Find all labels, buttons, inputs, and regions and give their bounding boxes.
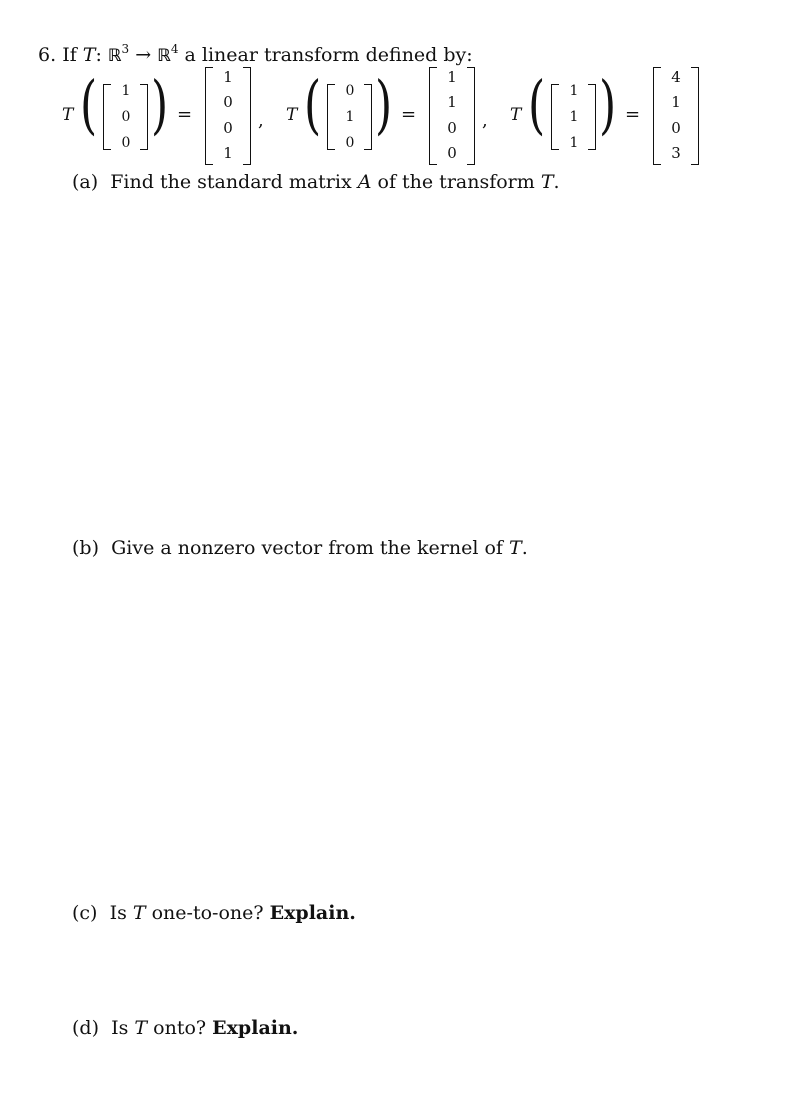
codomain-space: ℝ$^4$ [157,42,179,66]
intro-rest: a linear transform defined by: [184,44,473,66]
equation-1-T: T [62,105,74,125]
transform-symbol: T [82,44,96,66]
equation-1-left-paren: ( [80,68,98,143]
equation-1-input-vector: 1 0 0 [121,83,131,151]
equation-3-input-vector: 1 1 1 [569,83,579,151]
part-c-explain: Explain. [269,902,356,924]
part-a-symbol-T: T [540,171,554,193]
part-c-symbol-T: T [132,902,146,924]
part-c-text-before: Is [109,902,127,924]
part-b-symbol-T: T [509,537,522,559]
part-d-explain: Explain. [212,1017,299,1039]
equation-2-T: T [286,105,298,125]
equation-1-input-left-bracket [103,84,111,150]
intro-if: If [62,44,77,66]
part-b-period: . [521,537,528,559]
part-d-text-before: Is [111,1017,129,1039]
part-c [72,902,356,924]
equation-2-left-paren: ( [304,68,322,143]
equation-1-comma: , [258,110,264,131]
part-a [72,171,560,193]
equation-2-input-left-bracket [327,84,335,150]
equation-1-output-right-bracket [243,67,251,165]
part-a-label: (a) [72,171,99,193]
equation-3-input-left-bracket [551,84,559,150]
equation-3-right-paren: ) [599,68,617,143]
equation-1-output-vector: 1 0 0 1 [223,68,233,162]
problem-statement [38,44,473,68]
part-b-label: (b) [72,537,99,559]
colon: : [95,44,102,66]
problem-number: 6. [38,44,57,66]
part-d [72,1017,298,1039]
equation-3-output-vector: 4 1 0 3 [671,68,681,162]
part-a-period: . [553,171,560,193]
equation-1-output-left-bracket [205,67,213,165]
part-c-label: (c) [72,902,98,924]
equation-2-input-vector: 0 1 0 [345,83,355,151]
part-a-text-before: Find the standard matrix [110,171,352,193]
part-c-text-after: one-to-one? [151,902,264,924]
equation-2-output-vector: 1 1 0 0 [447,68,457,162]
equation-3-output-left-bracket [653,67,661,165]
part-a-text-middle: of the transform [377,171,535,193]
equation-2-output-right-bracket [467,67,475,165]
domain-space: ℝ$^3$ [107,42,130,66]
equation-3-left-paren: ( [528,68,546,143]
equation-3-output-right-bracket [691,67,699,165]
equation-3-equals: = [625,104,641,125]
equation-2-input-right-bracket [364,84,372,150]
part-a-symbol-A: A [357,171,372,193]
equation-1-equals: = [177,104,193,125]
part-b-text-before: Give a nonzero vector from the kernel of [111,537,503,559]
equation-1-right-paren: ) [151,68,169,143]
part-d-text-after: onto? [153,1017,207,1039]
arrow: → [135,44,152,66]
equation-2-equals: = [401,104,417,125]
part-d-label: (d) [72,1017,99,1039]
equation-1-input-right-bracket [140,84,148,150]
equation-2-right-paren: ) [375,68,393,143]
part-d-symbol-T: T [134,1017,148,1039]
equation-3-input-right-bracket [588,84,596,150]
part-b [72,537,528,559]
equation-2-output-left-bracket [429,67,437,165]
equation-2-comma: , [482,110,488,131]
equation-3-T: T [510,105,522,125]
